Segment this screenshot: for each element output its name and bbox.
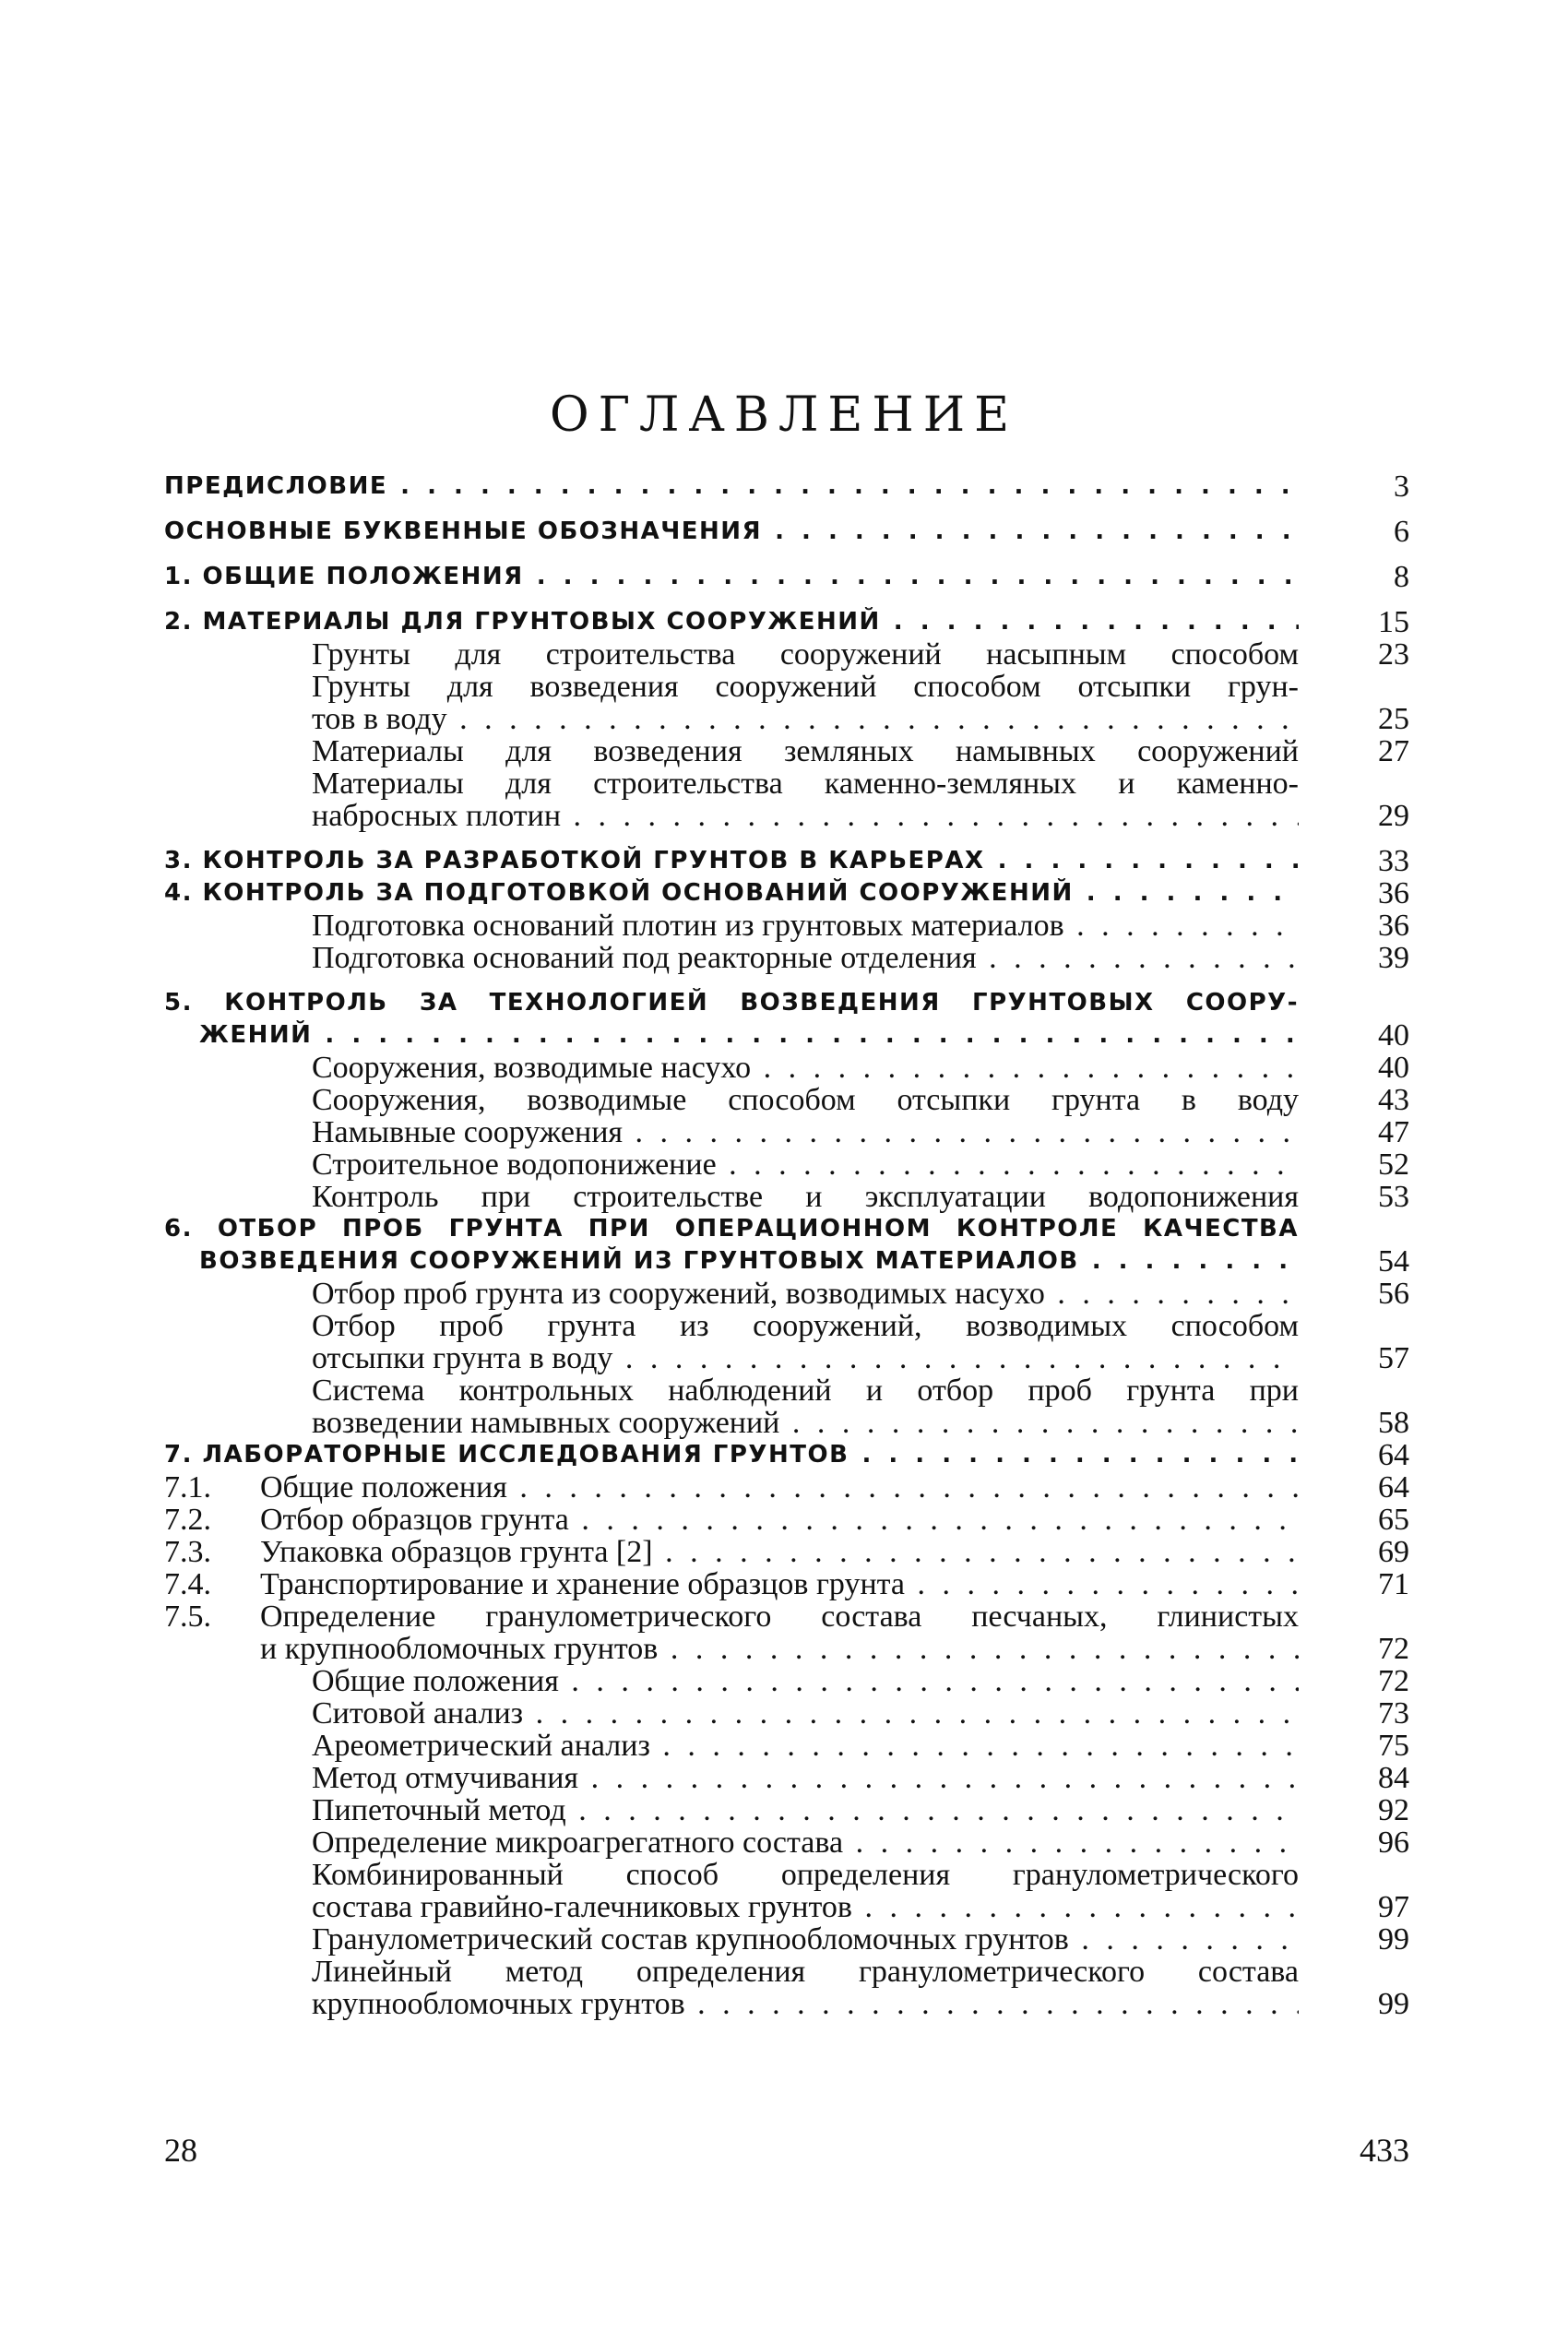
toc-entry-page: 3 [1394, 470, 1409, 504]
toc-entry-page: 57 [1378, 1341, 1409, 1375]
toc-entry-page: 40 [1378, 1051, 1409, 1085]
toc-entry [164, 1181, 1409, 1213]
toc-entry-number: 7.1. [164, 1471, 211, 1504]
toc-entry [164, 1633, 1409, 1665]
toc-entry-title: Общие положения . . . [260, 1471, 1299, 1504]
toc-entry [164, 1245, 1409, 1278]
toc-entry [164, 1148, 1409, 1181]
toc-entry [164, 1891, 1409, 1923]
toc-entry [164, 877, 1409, 910]
toc-entry-title: ЖЕНИЙ . . . [199, 1019, 1299, 1052]
toc-entry [164, 987, 1409, 1019]
toc-entry-page: 99 [1378, 1987, 1409, 2021]
toc-entry [164, 470, 1409, 503]
toc-entry-number: 7.5. [164, 1600, 211, 1633]
toc-entry-title: ПРЕДИСЛОВИЕ . . . [164, 470, 1299, 503]
toc-entry-title: Грунты для возведения сооружений способом отсыпки грун- [312, 671, 1299, 703]
toc-entry [164, 1116, 1409, 1148]
toc-entry-title: Намывные сооружения . . . [312, 1116, 1299, 1148]
toc-entry [164, 1826, 1409, 1859]
toc-entry-title: Пипеточный метод . . . [312, 1794, 1299, 1826]
toc-entry-page: 64 [1378, 1470, 1409, 1505]
toc-entry-title: набросных плотин . . . [312, 800, 1299, 832]
toc-entry-title: 7. ЛАБОРАТОРНЫЕ ИССЛЕДОВАНИЯ ГРУНТОВ . . . [164, 1439, 1299, 1471]
toc-entry [164, 1310, 1409, 1342]
toc-entry-page: 96 [1378, 1826, 1409, 1860]
toc-entry [164, 1471, 1409, 1504]
toc-entry-page: 75 [1378, 1729, 1409, 1763]
toc-entry [164, 942, 1409, 974]
page-number: 433 [1360, 2132, 1409, 2169]
toc-entry [164, 1956, 1409, 1988]
toc-entry-title: Подготовка оснований под реакторные отделения . . . [312, 942, 1299, 974]
toc-entry [164, 1213, 1409, 1245]
toc-entry [164, 561, 1409, 593]
toc-entry-number: 7.2. [164, 1504, 211, 1536]
toc-entry [164, 1988, 1409, 2020]
toc-entry-page: 33 [1378, 844, 1409, 878]
toc-entry [164, 1665, 1409, 1697]
toc-entry-page: 36 [1378, 909, 1409, 943]
toc-entry-page: 99 [1378, 1922, 1409, 1956]
toc-entry-page: 72 [1378, 1632, 1409, 1666]
toc-entry-title: 1. ОБЩИЕ ПОЛОЖЕНИЯ . . . [164, 561, 1299, 593]
toc-entry [164, 638, 1409, 671]
toc-entry-page: 29 [1378, 799, 1409, 833]
toc-entry [164, 703, 1409, 735]
toc-entry-page: 58 [1378, 1406, 1409, 1440]
toc-entry-title: Комбинированный способ определения гранулометрического [312, 1859, 1299, 1891]
toc-entry-title: Сооружения, возводимые способом отсыпки грунта в воду [312, 1084, 1299, 1116]
toc-entry-title: Подготовка оснований плотин из грунтовых материалов . . . [312, 910, 1299, 942]
page-title: ОГЛАВЛЕНИЕ [549, 387, 1019, 443]
toc-entry-page: 8 [1394, 560, 1409, 594]
toc-entry-title: возведении намывных сооружений . . . [312, 1407, 1299, 1439]
toc-entry [164, 1600, 1409, 1633]
toc-entry-title: Гранулометрический состав крупнообломочных грунтов . . . [312, 1923, 1299, 1956]
toc-entry [164, 1052, 1409, 1084]
toc-entry-title: и крупнообломочных грунтов . . . [260, 1633, 1299, 1665]
toc-entry [164, 767, 1409, 800]
toc-entry-title: Материалы для возведения земляных намывных сооружений [312, 735, 1299, 767]
toc-entry-page: 92 [1378, 1793, 1409, 1827]
toc-entry-page: 40 [1378, 1018, 1409, 1053]
toc-entry [164, 1084, 1409, 1116]
toc-entry-number: 7.4. [164, 1568, 211, 1600]
toc-entry-title: Отбор образцов грунта . . . [260, 1504, 1299, 1536]
toc-entry [164, 800, 1409, 832]
toc-entry-title: ОСНОВНЫЕ БУКВЕННЫЕ ОБОЗНАЧЕНИЯ . . . [164, 516, 1299, 548]
toc-entry [164, 1342, 1409, 1374]
toc-entry-page: 54 [1378, 1244, 1409, 1279]
toc-entry-title: Отбор проб грунта из сооружений, возводимых способом [312, 1310, 1299, 1342]
toc-entry [164, 1504, 1409, 1536]
toc-entry-title: отсыпки грунта в воду . . . [312, 1342, 1299, 1374]
toc-entry [164, 735, 1409, 767]
toc-entry-page: 73 [1378, 1696, 1409, 1730]
toc-entry-title: 5. КОНТРОЛЬ ЗА ТЕХНОЛОГИЕЙ ВОЗВЕДЕНИЯ ГРУНТОВЫХ СООРУ- [164, 989, 1299, 1017]
toc-entry-title: 2. МАТЕРИАЛЫ ДЛЯ ГРУНТОВЫХ СООРУЖЕНИЙ . . . [164, 606, 1299, 638]
toc-entry-page: 53 [1378, 1180, 1409, 1214]
toc-entry-page: 6 [1394, 515, 1409, 549]
toc-entry-page: 15 [1378, 605, 1409, 639]
toc-entry [164, 606, 1409, 638]
toc-entry-title: 4. КОНТРОЛЬ ЗА ПОДГОТОВКОЙ ОСНОВАНИЙ СООРУЖЕНИЙ . . . [164, 877, 1299, 910]
left-folio: 28 [164, 2132, 197, 2169]
toc-entry [164, 1762, 1409, 1794]
toc-entry-title: 6. ОТБОР ПРОБ ГРУНТА ПРИ ОПЕРАЦИОННОМ КОНТРОЛЕ КАЧЕСТВА [164, 1215, 1299, 1243]
toc-entry-page: 84 [1378, 1761, 1409, 1795]
toc-entry [164, 1697, 1409, 1730]
toc-entry-title: Определение гранулометрического состава песчаных, глинистых [260, 1600, 1299, 1633]
toc-entry [164, 671, 1409, 703]
toc-entry-page: 56 [1378, 1277, 1409, 1311]
toc-entry [164, 1859, 1409, 1891]
toc-entry [164, 516, 1409, 548]
toc-entry-page: 36 [1378, 876, 1409, 910]
toc-entry-title: Строительное водопонижение . . . [312, 1148, 1299, 1181]
toc-entry-title: Упаковка образцов грунта [2] . . . [260, 1536, 1299, 1568]
toc-entry-page: 52 [1378, 1148, 1409, 1182]
toc-entry [164, 1407, 1409, 1439]
toc-entry [164, 1278, 1409, 1310]
toc-entry-page: 64 [1378, 1438, 1409, 1472]
toc-entry-title: Сооружения, возводимые насухо . . . [312, 1052, 1299, 1084]
toc-entry [164, 1019, 1409, 1052]
toc-entry-page: 23 [1378, 637, 1409, 672]
toc-entry [164, 1923, 1409, 1956]
toc-entry-title: Определение микроагрегатного состава . . . [312, 1826, 1299, 1859]
toc-entry-title: Система контрольных наблюдений и отбор проб грунта при [312, 1374, 1299, 1407]
toc-entry-title: Контроль при строительстве и эксплуатации водопонижения [312, 1181, 1299, 1213]
toc-entry-title: Отбор проб грунта из сооружений, возводимых насухо . . . [312, 1278, 1299, 1310]
toc-entry-title: Метод отмучивания . . . [312, 1762, 1299, 1794]
toc-entry [164, 1374, 1409, 1407]
toc-entry-title: Общие положения . . . [312, 1665, 1299, 1697]
toc-entry-page: 27 [1378, 734, 1409, 768]
toc-entry-title: крупнообломочных грунтов . . . [312, 1988, 1299, 2020]
toc-entry-page: 72 [1378, 1664, 1409, 1698]
toc-entry-page: 25 [1378, 702, 1409, 736]
toc-entry-page: 71 [1378, 1567, 1409, 1601]
toc-entry-title: Транспортирование и хранение образцов грунта . . . [260, 1568, 1299, 1600]
toc-entry-page: 65 [1378, 1503, 1409, 1537]
toc-entry-title: Линейный метод определения гранулометрического состава [312, 1956, 1299, 1988]
toc-entry-title: 3. КОНТРОЛЬ ЗА РАЗРАБОТКОЙ ГРУНТОВ В КАРЬЕРАХ . . . [164, 845, 1299, 877]
toc-entry-title: состава гравийно-галечниковых грунтов . . . [312, 1891, 1299, 1923]
toc-entry-page: 39 [1378, 941, 1409, 975]
toc-entry-page: 97 [1378, 1890, 1409, 1924]
toc-entry [164, 1794, 1409, 1826]
toc-entry [164, 910, 1409, 942]
toc-entry-page: 69 [1378, 1535, 1409, 1569]
toc-entry-page: 47 [1378, 1115, 1409, 1149]
toc-entry-title: Ситовой анализ . . . [312, 1697, 1299, 1730]
toc-entry [164, 845, 1409, 877]
toc-entry-title: Грунты для строительства сооружений насыпным способом [312, 638, 1299, 671]
toc-entry-title: Материалы для строительства каменно-земляных и каменно- [312, 767, 1299, 800]
toc-entry-title: ВОЗВЕДЕНИЯ СООРУЖЕНИЙ ИЗ ГРУНТОВЫХ МАТЕРИАЛОВ . . . [199, 1245, 1299, 1278]
toc-entry-page: 43 [1378, 1083, 1409, 1117]
toc-entry-title: тов в воду . . . [312, 703, 1299, 735]
toc-entry-number: 7.3. [164, 1536, 211, 1568]
table-of-contents [164, 470, 1409, 2020]
toc-entry [164, 1536, 1409, 1568]
toc-entry [164, 1439, 1409, 1471]
toc-entry-title: Ареометрический анализ . . . [312, 1730, 1299, 1762]
toc-entry [164, 1730, 1409, 1762]
toc-entry [164, 1568, 1409, 1600]
